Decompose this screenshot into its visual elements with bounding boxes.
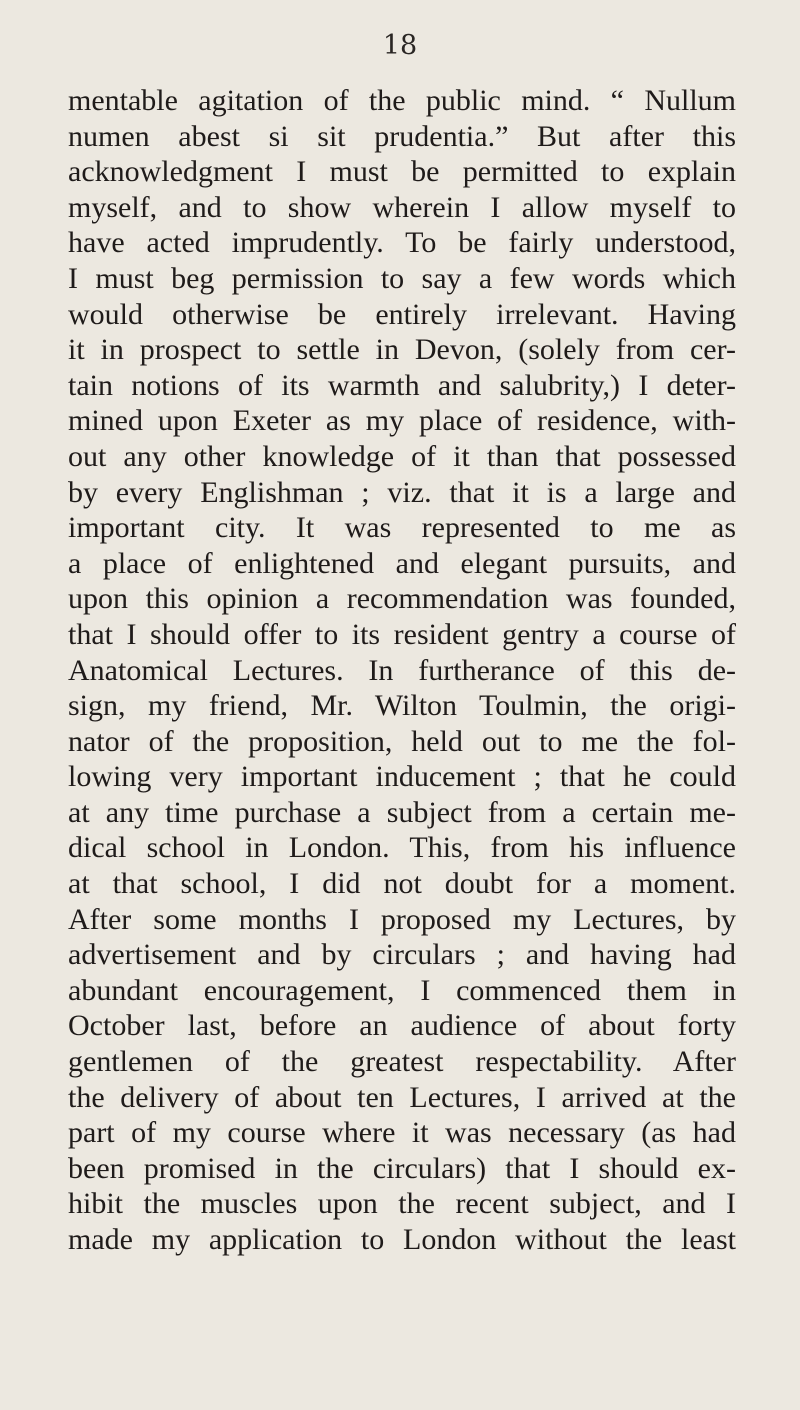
text-line: out any other knowledge of it than that possessed	[68, 439, 736, 473]
text-line: Anatomical Lectures. In furtherance of this de-	[68, 653, 736, 687]
text-line: been promised in the circulars) that I should ex-	[68, 1151, 736, 1185]
body-text	[68, 83, 736, 1258]
text-line: tain notions of its warmth and salubrity,) I deter-	[68, 368, 736, 402]
text-line: acknowledgment I must be permitted to explain	[68, 155, 736, 189]
text-line: at any time purchase a subject from a certain me-	[68, 795, 736, 829]
text-line: After some months I proposed my Lectures, by	[68, 902, 736, 936]
text-line: important city. It was represented to me as	[68, 511, 736, 545]
text-line: mentable agitation of the public mind. “ Nullum	[68, 84, 736, 117]
text-line: by every Englishman ; viz. that it is a large and	[68, 475, 736, 509]
text-line: at that school, I did not doubt for a moment.	[68, 867, 736, 901]
text-line: gentlemen of the greatest respectability. After	[68, 1045, 736, 1079]
text-line: October last, before an audience of about forty	[68, 1009, 736, 1043]
text-line: abundant encouragement, I commenced them in	[68, 973, 736, 1007]
page-number: 18	[382, 30, 418, 61]
text-line: upon this opinion a recommendation was founded,	[68, 582, 736, 616]
text-line: sign, my friend, Mr. Wilton Toulmin, the origi-	[68, 689, 736, 723]
text-line: it in prospect to settle in Devon, (solely from cer-	[68, 333, 736, 367]
text-line: a place of enlightened and elegant pursuits, and	[68, 546, 736, 580]
text-line: nator of the proposition, held out to me the fol-	[68, 724, 736, 758]
text-line: numen abest si sit prudentia.” But after this	[68, 119, 736, 153]
text-line: the delivery of about ten Lectures, I arrived at the	[68, 1080, 736, 1114]
text-line: dical school in London. This, from his influence	[68, 831, 736, 865]
text-line: would otherwise be entirely irrelevant. Having	[68, 297, 736, 331]
text-line: made my application to London without the least	[68, 1223, 736, 1256]
text-line: have acted imprudently. To be fairly understood,	[68, 226, 736, 260]
text-line: that I should offer to its resident gentry a course of	[68, 617, 736, 651]
text-line: advertisement and by circulars ; and having had	[68, 938, 736, 972]
text-line: part of my course where it was necessary (as had	[68, 1116, 736, 1150]
text-line: myself, and to show wherein I allow myself to	[68, 190, 736, 224]
text-line: mined upon Exeter as my place of residence, with-	[68, 404, 736, 438]
text-line: I must beg permission to say a few words which	[68, 261, 736, 295]
text-line: hibit the muscles upon the recent subject, and I	[68, 1187, 736, 1221]
text-line: lowing very important inducement ; that he could	[68, 760, 736, 794]
